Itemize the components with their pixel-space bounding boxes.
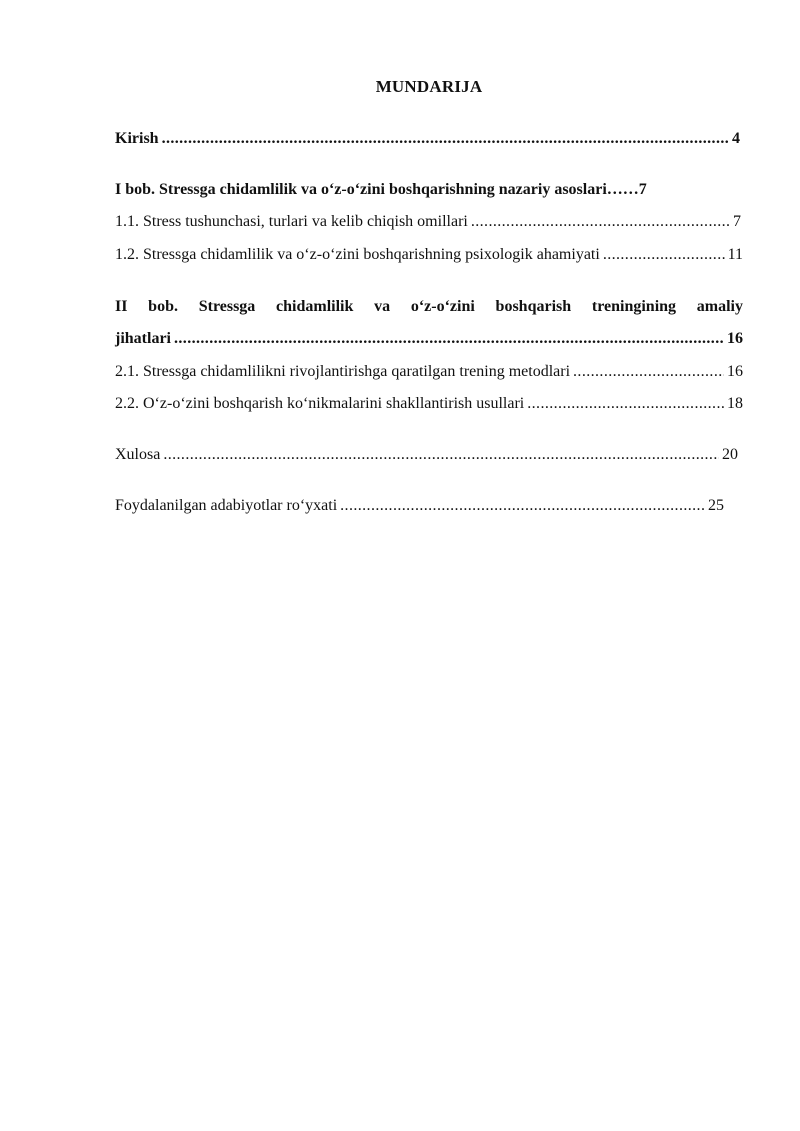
dot-leader: [163, 445, 719, 465]
dot-leader: [603, 245, 725, 265]
toc-entry-label: I bob. Stressga chidamlilik va o‘z-o‘zini boshqarishning nazariy asoslari……: [115, 181, 639, 198]
toc-entry-references: [115, 496, 724, 516]
toc-entry-section-2-1: [115, 362, 743, 382]
toc-page-number: 16: [727, 363, 743, 380]
toc-entry-section-1-1: [115, 212, 741, 232]
toc-entry-label: Kirish: [115, 130, 159, 147]
dot-leader: [174, 329, 724, 349]
dot-leader: [340, 496, 705, 516]
toc-entry-conclusion: [115, 445, 738, 465]
toc-entry-label: 1.1. Stress tushunchasi, turlari va kelib chiqish omillari: [115, 213, 468, 230]
toc-page-number: 25: [708, 497, 724, 514]
toc-entry-label: 1.2. Stressga chidamlilik va o‘z-o‘zini boshqarishning psixologik ahamiyati: [115, 246, 600, 263]
toc-page-number: 11: [727, 246, 743, 263]
toc-entry-intro: [115, 129, 740, 149]
toc-entry-section-2-2: [115, 394, 743, 414]
toc-entry-chapter2-line1: II bob. Stressga chidamlilik va o‘z-o‘zini boshqarish treningining amaliy: [115, 298, 743, 315]
dot-leader: [162, 129, 729, 149]
dot-leader: [471, 212, 730, 232]
page-title: MUNDARIJA: [375, 77, 483, 96]
dot-leader: [527, 394, 724, 414]
toc-page-number: 16: [727, 330, 743, 347]
toc-entry-chapter1: [115, 180, 743, 200]
toc-entry-label: Foydalanilgan adabiyotlar ro‘yxati: [115, 497, 338, 514]
toc-entry-section-1-2: [115, 245, 743, 265]
toc-entry-label: Xulosa: [115, 446, 161, 463]
toc-page-number: 7: [733, 213, 741, 230]
toc-page-number: 18: [727, 395, 743, 412]
toc-page-number: 4: [732, 130, 740, 147]
dot-leader: [573, 362, 724, 382]
toc-page-number: 20: [722, 446, 738, 463]
toc-page-number: 7: [638, 181, 647, 198]
toc-entry-chapter2: [115, 329, 743, 349]
toc-entry-label: 2.1. Stressga chidamlilikni rivojlantirishga qaratilgan trening metodlari: [115, 363, 571, 380]
toc-entry-label: 2.2. O‘z-o‘zini boshqarish ko‘nikmalarini shakllantirish usullari: [115, 395, 525, 412]
toc-entry-label: jihatlari: [115, 330, 171, 347]
